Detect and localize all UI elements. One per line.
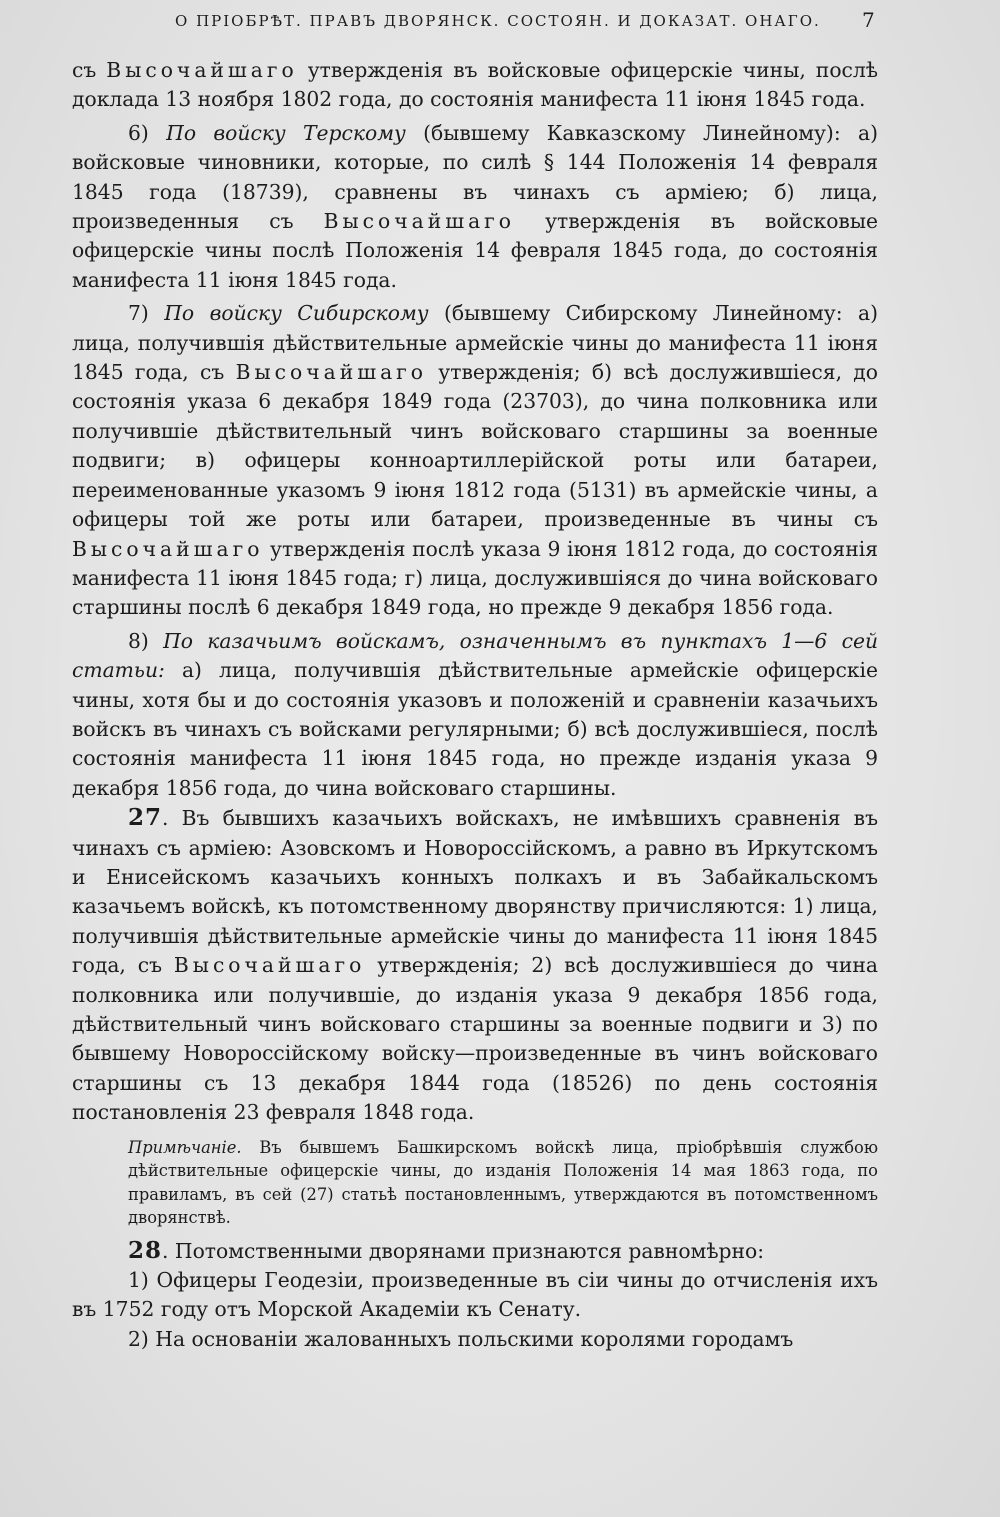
article-number: 28: [128, 1236, 163, 1264]
spaced-word: Высочайшаго: [106, 58, 298, 82]
article-28-item-2: 2) На основаніи жалованныхъ польскими королями городамъ: [128, 1326, 794, 1351]
item-number: 8): [128, 628, 164, 653]
text-run: (бывшему Кавказскому Линейному): а) войсковые чиновники, которые, по силѣ § 144 Положенія 14 февраля 1845 года (18739), сравнены въ чинахъ съ арміею; б) лица, произведенныя съ: [72, 120, 879, 234]
item-title: По казачьимъ войскамъ, означеннымъ въ пунктахъ 1—6 сей статьи:: [72, 628, 879, 683]
paragraph-item-6: [72, 119, 878, 295]
item-number: 6): [128, 120, 167, 145]
note-text: Въ бывшемъ Башкирскомъ войскѣ лица, пріобрѣвшія службою дѣйствительные офицерскіе чины, до изданія Положенія 14 мая 1863 года, по правиламъ, въ сей (27) статьѣ постановленнымъ, утверждаются въ потомственномъ дворянствѣ.: [128, 1137, 878, 1228]
continued-paragraph: [72, 56, 878, 115]
item-number: 7): [128, 301, 165, 326]
text-run: съ: [72, 58, 107, 82]
spaced-word: Высочайшаго: [235, 360, 428, 385]
text-run: утвержденія послѣ указа 9 іюня 1812 года, до состоянія манифеста 11 іюня 1845 года; г) лица, дослужившіяся до чина войсковаго старшины послѣ 6 декабря 1849 года, но прежде 9 декабря 1856 года.: [72, 536, 878, 620]
paragraph-item-8: [72, 627, 878, 803]
document-body: [72, 56, 878, 1354]
text-run: утвержденія; б) всѣ дослужившіеся, до состоянія указа 6 декабря 1849 года (23703), до чина полковника или получившіе дѣйствительный чинъ войсковаго старшины за военные подвиги; в) офицеры конноартиллерійской роты или батареи, переименованные указомъ 9 іюня 1812 года (5131) въ армейскіе чины, а офицеры той же роты или батареи, произведенные въ чины съ: [72, 360, 878, 532]
article-28: [72, 1236, 878, 1266]
note-heading: Примѣчаніе.: [128, 1137, 242, 1157]
text-run: утвержденія; 2) всѣ дослужившіеся до чина полковника или получившіе, до изданія указа 9 декабря 1856 года, дѣйствительный чинъ войсковаго старшины за военные подвиги и 3) по бывшему Новороссійскому войску—произведенные въ чинъ войсковаго старшины съ 13 декабря 1844 года (18526) по день состоянія постановленія 23 февраля 1848 года.: [72, 953, 878, 1125]
article-28-item-1: 1) Офицеры Геодезіи, произведенные въ сіи чины до отчисленія ихъ въ 1752 году отъ Морской Академіи къ Сенату.: [72, 1268, 878, 1322]
spaced-word: Высочайшаго: [72, 536, 264, 561]
page-header: [0, 8, 1000, 38]
page-number: 7: [862, 8, 875, 32]
text-run: утвержденія въ войсковые офицерскіе чины послѣ Положенія 14 февраля 1845 года, до состоянія манифеста 11 іюня 1845 года.: [72, 209, 878, 292]
text-run: . Въ бывшихъ казачьихъ войскахъ, не имѣвшихъ сравненія въ чинахъ съ арміею: Азовскомъ и Новороссійскомъ, а равно въ Иркутскомъ и Енисейскомъ казачьихъ конныхъ полкахъ и въ Забайкальскомъ казачьемъ войскѣ, къ потомственному дворянству причисляются: 1) лица, получившія дѣйствительные армейскіе чины до манифеста 11 іюня 1845 года, съ: [72, 806, 878, 978]
text-run: а) лица, получившія дѣйствительные армейскіе офицерскіе чины, хотя бы и до состоянія указовъ и положеній и сравненіи казачьихъ войскъ въ чинахъ съ войсками регулярными; б) всѣ дослужившіеся, послѣ состоянія манифеста 11 іюня 1845 года, но прежде изданія указа 9 декабря 1856 года, до чина войсковаго старшины.: [72, 658, 878, 800]
spaced-word: Высочайшаго: [323, 209, 515, 234]
paragraph-item-7: [72, 299, 878, 622]
text-run: (бывшему Сибирскому Линейному: а) лица, получившія дѣйствительные армейскіе чины до манифеста 11 іюня 1845 года, съ: [72, 301, 878, 385]
spaced-word: Высочайшаго: [173, 953, 366, 978]
text-run: утвержденія въ войсковые офицерскіе чины, послѣ доклада 13 ноября 1802 года, до состоянія манифеста 11 іюня 1845 года.: [72, 58, 879, 112]
article-27: [72, 803, 878, 1127]
item-title: По войску Сибирскому: [164, 301, 429, 326]
footnote-remark: [72, 1136, 878, 1230]
item-title: По войску Терскому: [166, 120, 406, 145]
text-run: . Потомственными дворянами признаются равномѣрно:: [162, 1238, 765, 1263]
running-title: О ПРІОБРѢТ. ПРАВЪ ДВОРЯНСК. СОСТОЯН. И ДОКАЗАТ. ОНАГО.: [175, 12, 821, 30]
article-number: 27: [128, 804, 163, 832]
